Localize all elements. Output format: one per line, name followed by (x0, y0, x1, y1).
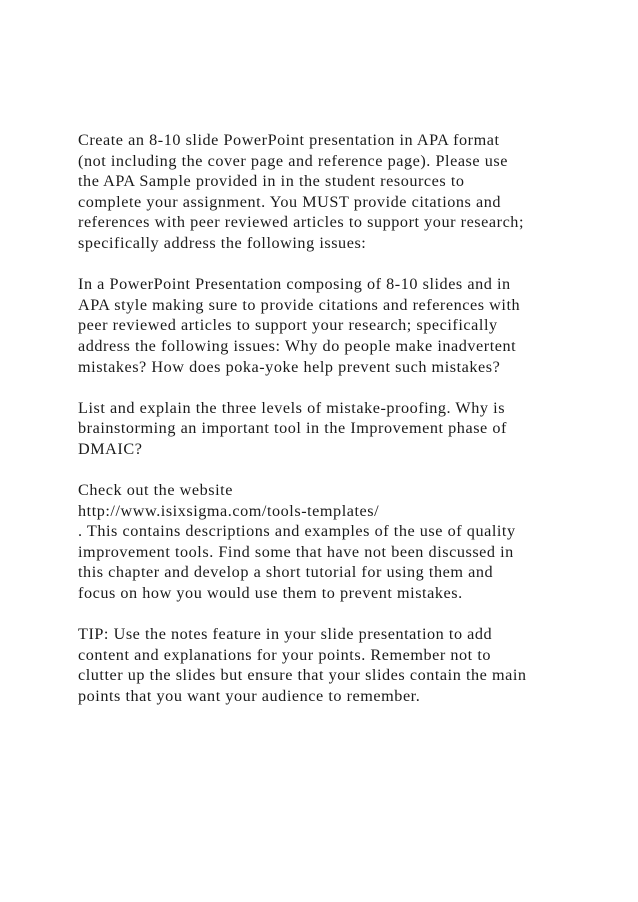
text-line: brainstorming an important tool in the Improvement phase of (78, 419, 507, 438)
paragraph-assignment-overview (78, 130, 598, 254)
text-line: clutter up the slides but ensure that your slides contain the main (78, 666, 527, 685)
text-line: improvement tools. Find some that have not been discussed in (78, 542, 514, 561)
paragraph-website-reference (78, 480, 598, 604)
text-line: address the following issues: Why do people make inadvertent (78, 336, 517, 355)
text-line: references with peer reviewed articles to support your research; (78, 213, 524, 232)
text-line: mistakes? How does poka-yoke help prevent such mistakes? (78, 357, 501, 376)
text-line: specifically address the following issues: (78, 233, 367, 252)
text-line: content and explanations for your points. Remember not to (78, 645, 492, 664)
paragraph-tip (78, 624, 598, 706)
text-line: APA style making sure to provide citations and references with (78, 295, 521, 314)
text-line: Create an 8-10 slide PowerPoint presentation in APA format (78, 131, 500, 149)
text-line: peer reviewed articles to support your research; specifically (78, 316, 498, 335)
paragraph-mistake-proofing (78, 398, 598, 460)
text-line: TIP: Use the notes feature in your slide presentation to add (78, 625, 493, 644)
text-line: the APA Sample provided in in the student resources to (78, 172, 465, 191)
text-line: points that you want your audience to remember. (78, 687, 421, 706)
text-line: (not including the cover page and reference page). Please use (78, 151, 508, 170)
text-line: DMAIC? (78, 439, 143, 458)
text-line: . This contains descriptions and examples of the use of quality (78, 522, 516, 541)
text-line: focus on how you would use them to prevent mistakes. (78, 584, 463, 603)
paragraph-presentation-requirements (78, 274, 598, 377)
text-line: List and explain the three levels of mistake-proofing. Why is (78, 398, 506, 417)
text-line: Check out the website (78, 481, 233, 500)
website-url: http://www.isixsigma.com/tools-templates/ (78, 501, 380, 520)
text-line: this chapter and develop a short tutorial for using them and (78, 563, 494, 582)
text-line: In a PowerPoint Presentation composing of 8-10 slides and in (78, 275, 511, 294)
text-line: complete your assignment. You MUST provide citations and (78, 192, 502, 211)
document-body (78, 130, 598, 727)
